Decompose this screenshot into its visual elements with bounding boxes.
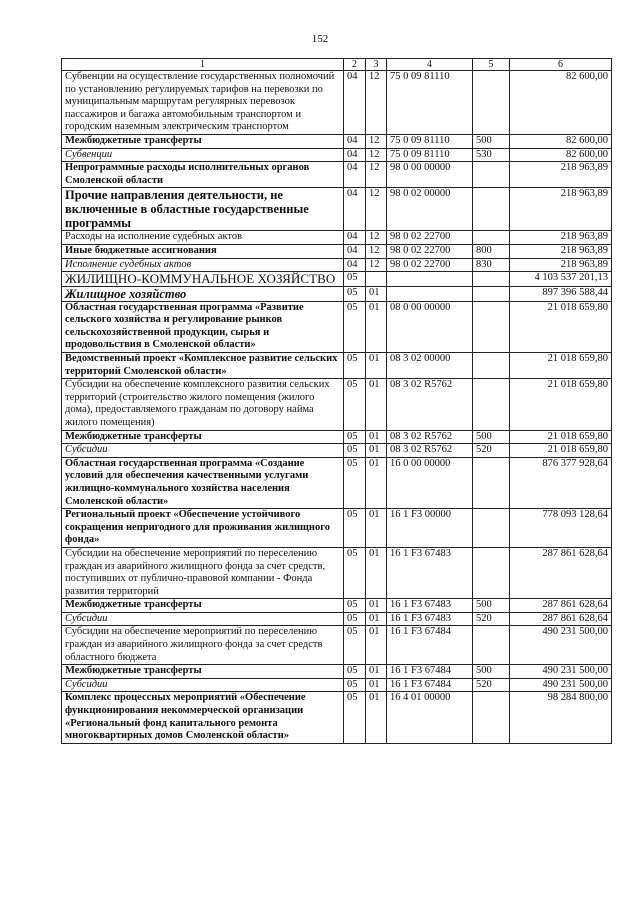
expense-type-cell: 520 — [473, 444, 510, 458]
amount-cell: 287 861 628,64 — [510, 599, 612, 613]
table-row — [62, 678, 612, 692]
target-article-cell: 16 4 01 00000 — [387, 692, 473, 743]
section-code-cell: 05 — [344, 301, 366, 352]
row-name-cell: Субсидии — [62, 678, 344, 692]
section-code-cell: 05 — [344, 444, 366, 458]
column-header: 4 — [387, 59, 473, 71]
subsection-code-cell: 01 — [366, 612, 387, 626]
section-code-cell: 05 — [344, 599, 366, 613]
subsection-code-cell: 12 — [366, 231, 387, 245]
amount-cell: 21 018 659,80 — [510, 353, 612, 379]
subsection-code-cell: 01 — [366, 547, 387, 598]
table-row — [62, 430, 612, 444]
expense-type-cell — [473, 71, 510, 135]
expense-type-cell — [473, 162, 510, 188]
amount-cell: 21 018 659,80 — [510, 444, 612, 458]
amount-cell: 98 284 800,00 — [510, 692, 612, 743]
amount-cell: 778 093 128,64 — [510, 509, 612, 548]
amount-cell: 21 018 659,80 — [510, 301, 612, 352]
subsection-code-cell: 01 — [366, 457, 387, 508]
target-article-cell: 16 1 F3 67484 — [387, 626, 473, 665]
target-article-cell — [387, 272, 473, 287]
expense-type-cell — [473, 547, 510, 598]
target-article-cell — [387, 286, 473, 301]
row-name-cell: Расходы на исполнение судебных актов — [62, 231, 344, 245]
row-name-cell: Комплекс процессных мероприятий «Обеспечение функционирования некоммерческой организации «Региональный фонд капитального ремонта многоквартирных домов Смоленской области» — [62, 692, 344, 743]
budget-table — [61, 58, 612, 744]
subsection-code-cell: 01 — [366, 379, 387, 430]
target-article-cell: 08 3 02 R5762 — [387, 444, 473, 458]
row-name-cell: Субсидии на обеспечение комплексного развития сельских территорий (строительство жилого помещения (жилого дома), предоставляемого гражданам по договору найма жилого помещения) — [62, 379, 344, 430]
subsection-code-cell: 12 — [366, 134, 387, 148]
expense-type-cell — [473, 301, 510, 352]
target-article-cell: 75 0 09 81110 — [387, 134, 473, 148]
table-row — [62, 148, 612, 162]
section-code-cell: 04 — [344, 162, 366, 188]
target-article-cell: 98 0 02 22700 — [387, 258, 473, 272]
target-article-cell: 08 0 00 00000 — [387, 301, 473, 352]
section-code-cell: 05 — [344, 626, 366, 665]
section-code-cell: 05 — [344, 353, 366, 379]
table-row — [62, 286, 612, 301]
target-article-cell: 16 0 00 00000 — [387, 457, 473, 508]
subsection-code-cell: 01 — [366, 353, 387, 379]
subsection-code-cell: 01 — [366, 599, 387, 613]
section-code-cell: 05 — [344, 509, 366, 548]
target-article-cell: 98 0 02 22700 — [387, 231, 473, 245]
amount-cell: 876 377 928,64 — [510, 457, 612, 508]
table-row — [62, 258, 612, 272]
table-row — [62, 231, 612, 245]
subsection-code-cell: 01 — [366, 509, 387, 548]
target-article-cell: 16 1 F3 67483 — [387, 599, 473, 613]
expense-type-cell: 500 — [473, 134, 510, 148]
subsection-code-cell: 01 — [366, 665, 387, 679]
target-article-cell: 16 1 F3 00000 — [387, 509, 473, 548]
section-code-cell: 05 — [344, 430, 366, 444]
expense-type-cell — [473, 188, 510, 231]
amount-cell: 21 018 659,80 — [510, 430, 612, 444]
expense-type-cell: 520 — [473, 678, 510, 692]
expense-type-cell: 500 — [473, 665, 510, 679]
column-header: 6 — [510, 59, 612, 71]
expense-type-cell — [473, 457, 510, 508]
row-name-cell: Ведомственный проект «Комплексное развитие сельских территорий Смоленской области» — [62, 353, 344, 379]
row-name-cell: Межбюджетные трансферты — [62, 134, 344, 148]
table-row — [62, 665, 612, 679]
row-name-cell: Областная государственная программа «Создание условий для обеспечения качественными услугами жилищно-коммунального хозяйства населения Смоленской области» — [62, 457, 344, 508]
row-name-cell: Субсидии на обеспечение мероприятий по переселению граждан из аварийного жилищного фонда за счет средств областного бюджета — [62, 626, 344, 665]
row-name-cell: ЖИЛИЩНО-КОММУНАЛЬНОЕ ХОЗЯЙСТВО — [62, 272, 344, 287]
section-code-cell: 04 — [344, 71, 366, 135]
amount-cell: 218 963,89 — [510, 162, 612, 188]
section-code-cell: 05 — [344, 286, 366, 301]
table-row — [62, 547, 612, 598]
section-code-cell: 05 — [344, 547, 366, 598]
table-row — [62, 599, 612, 613]
expense-type-cell: 830 — [473, 258, 510, 272]
row-name-cell: Субвенции — [62, 148, 344, 162]
subsection-code-cell: 12 — [366, 258, 387, 272]
section-code-cell: 05 — [344, 272, 366, 287]
row-name-cell: Субсидии на обеспечение мероприятий по переселению граждан из аварийного жилищного фонда за счет средств, поступивших от публично-правовой компании - Фонда развития территорий — [62, 547, 344, 598]
target-article-cell: 75 0 09 81110 — [387, 148, 473, 162]
amount-cell: 490 231 500,00 — [510, 665, 612, 679]
expense-type-cell: 500 — [473, 430, 510, 444]
expense-type-cell — [473, 286, 510, 301]
section-code-cell: 04 — [344, 244, 366, 258]
section-code-cell: 05 — [344, 457, 366, 508]
subsection-code-cell: 01 — [366, 626, 387, 665]
row-name-cell: Межбюджетные трансферты — [62, 599, 344, 613]
expense-type-cell — [473, 626, 510, 665]
table-row — [62, 612, 612, 626]
amount-cell: 897 396 588,44 — [510, 286, 612, 301]
table-row — [62, 272, 612, 287]
expense-type-cell: 530 — [473, 148, 510, 162]
row-name-cell: Прочие направления деятельности, не включенные в областные государственные программы — [62, 188, 344, 231]
subsection-code-cell: 12 — [366, 162, 387, 188]
amount-cell: 218 963,89 — [510, 244, 612, 258]
amount-cell: 4 103 537 201,13 — [510, 272, 612, 287]
subsection-code-cell: 01 — [366, 678, 387, 692]
row-name-cell: Межбюджетные трансферты — [62, 430, 344, 444]
target-article-cell: 98 0 00 00000 — [387, 162, 473, 188]
subsection-code-cell: 12 — [366, 71, 387, 135]
subsection-code-cell: 01 — [366, 692, 387, 743]
column-header: 3 — [366, 59, 387, 71]
expense-type-cell — [473, 353, 510, 379]
expense-type-cell — [473, 272, 510, 287]
amount-cell: 82 600,00 — [510, 134, 612, 148]
table-row — [62, 457, 612, 508]
section-code-cell: 04 — [344, 148, 366, 162]
expense-type-cell: 500 — [473, 599, 510, 613]
subsection-code-cell: 12 — [366, 244, 387, 258]
table-row — [62, 379, 612, 430]
row-name-cell: Региональный проект «Обеспечение устойчивого сокращения непригодного для проживания жилищного фонда» — [62, 509, 344, 548]
row-name-cell: Субсидии — [62, 612, 344, 626]
amount-cell: 490 231 500,00 — [510, 678, 612, 692]
expense-type-cell — [473, 379, 510, 430]
amount-cell: 21 018 659,80 — [510, 379, 612, 430]
target-article-cell: 16 1 F3 67483 — [387, 612, 473, 626]
row-name-cell: Иные бюджетные ассигнования — [62, 244, 344, 258]
amount-cell: 218 963,89 — [510, 188, 612, 231]
subsection-code-cell: 12 — [366, 188, 387, 231]
table-row — [62, 692, 612, 743]
table-row — [62, 444, 612, 458]
amount-cell: 287 861 628,64 — [510, 547, 612, 598]
row-name-cell: Межбюджетные трансферты — [62, 665, 344, 679]
target-article-cell: 16 1 F3 67483 — [387, 547, 473, 598]
target-article-cell: 75 0 09 81110 — [387, 71, 473, 135]
row-name-cell: Жилищное хозяйство — [62, 286, 344, 301]
amount-cell: 82 600,00 — [510, 148, 612, 162]
target-article-cell: 98 0 02 00000 — [387, 188, 473, 231]
expense-type-cell — [473, 231, 510, 245]
target-article-cell: 08 3 02 R5762 — [387, 430, 473, 444]
section-code-cell: 04 — [344, 134, 366, 148]
table-row — [62, 188, 612, 231]
table-row — [62, 162, 612, 188]
subsection-code-cell: 01 — [366, 301, 387, 352]
row-name-cell: Непрограммные расходы исполнительных органов Смоленской области — [62, 162, 344, 188]
section-code-cell: 05 — [344, 379, 366, 430]
section-code-cell: 05 — [344, 612, 366, 626]
target-article-cell: 98 0 02 22700 — [387, 244, 473, 258]
target-article-cell: 16 1 F3 67484 — [387, 665, 473, 679]
amount-cell: 490 231 500,00 — [510, 626, 612, 665]
subsection-code-cell: 01 — [366, 430, 387, 444]
target-article-cell: 08 3 02 00000 — [387, 353, 473, 379]
amount-cell: 287 861 628,64 — [510, 612, 612, 626]
expense-type-cell: 520 — [473, 612, 510, 626]
subsection-code-cell: 12 — [366, 148, 387, 162]
column-header: 5 — [473, 59, 510, 71]
page-number: 152 — [311, 33, 329, 45]
row-name-cell: Областная государственная программа «Развитие сельского хозяйства и регулирование рынков сельскохозяйственной продукции, сырья и продовольствия в Смоленской области» — [62, 301, 344, 352]
table-row — [62, 301, 612, 352]
table-header-row — [62, 59, 612, 71]
row-name-cell: Субсидии — [62, 444, 344, 458]
subsection-code-cell: 01 — [366, 444, 387, 458]
section-code-cell: 04 — [344, 231, 366, 245]
subsection-code-cell — [366, 272, 387, 287]
row-name-cell: Субвенции на осуществление государственных полномочий по установлению регулируемых тарифов на перевозки по муниципальным маршрутам регулярных перевозок пассажиров и багажа автомобильным транспортом и городским наземным электрическим транспортом — [62, 71, 344, 135]
subsection-code-cell: 01 — [366, 286, 387, 301]
amount-cell: 82 600,00 — [510, 71, 612, 135]
section-code-cell: 05 — [344, 665, 366, 679]
table-row — [62, 626, 612, 665]
section-code-cell: 05 — [344, 678, 366, 692]
row-name-cell: Исполнение судебных актов — [62, 258, 344, 272]
table-row — [62, 244, 612, 258]
target-article-cell: 08 3 02 R5762 — [387, 379, 473, 430]
expense-type-cell — [473, 509, 510, 548]
section-code-cell: 04 — [344, 258, 366, 272]
column-header: 2 — [344, 59, 366, 71]
table-row — [62, 353, 612, 379]
table-row — [62, 509, 612, 548]
table-row — [62, 71, 612, 135]
amount-cell: 218 963,89 — [510, 258, 612, 272]
table-row — [62, 134, 612, 148]
section-code-cell: 05 — [344, 692, 366, 743]
section-code-cell: 04 — [344, 188, 366, 231]
amount-cell: 218 963,89 — [510, 231, 612, 245]
expense-type-cell — [473, 692, 510, 743]
expense-type-cell: 800 — [473, 244, 510, 258]
target-article-cell: 16 1 F3 67484 — [387, 678, 473, 692]
column-header: 1 — [62, 59, 344, 71]
table-body — [62, 71, 612, 744]
